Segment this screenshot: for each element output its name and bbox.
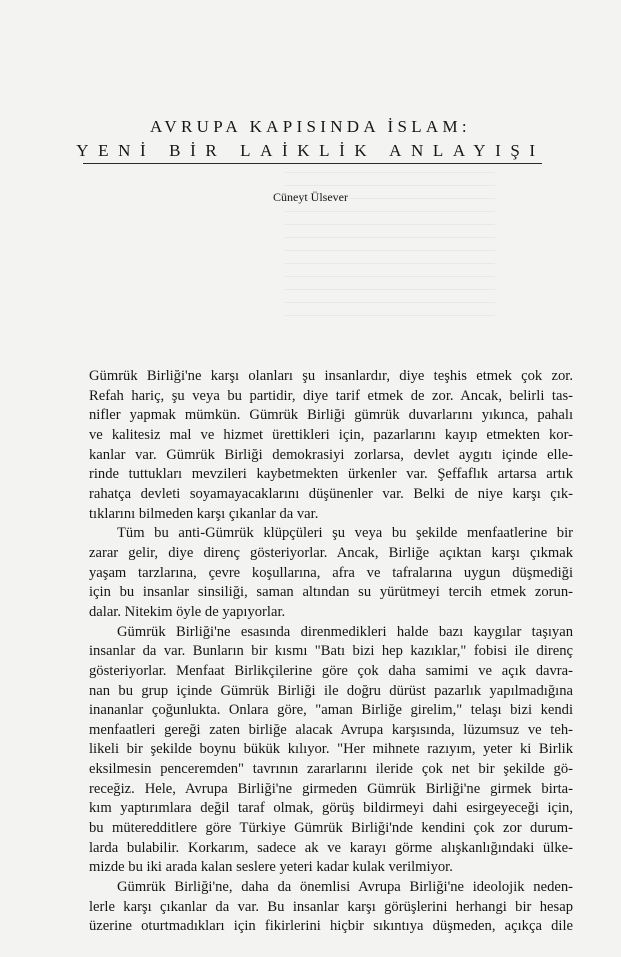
paragraph: [89, 524, 573, 622]
text-line: larda bulabilir. Korkarım, sadece ak ve karayı görme alışkanlığındaki ülke-: [89, 839, 573, 856]
text-line: Gümrük Birliği'ne esasında direnmedikleri halde bazı kaygılar taşıyan: [117, 623, 573, 640]
text-line: zarar gelir, diye direnç gösteriyorlar. Ancak, Birliğe açıktan karşı çıkmak: [89, 544, 573, 561]
text-line: mizde bu iki arada kalan seslere yeteri kadar kulak verilmiyor.: [89, 859, 453, 876]
article-title-line-2: YENİ BİR LAİKLİK ANLAYIŞI: [76, 141, 545, 160]
text-line: üzerine oturtmadıkları için fikirlerini hiçbir sıkıntıya düşmeden, açıkça dile: [89, 918, 573, 935]
text-line: nifler yapmak mümkün. Gümrük Birliği gümrük duvarlarını yıkınca, pahalı: [89, 407, 573, 424]
paragraph: [89, 367, 573, 524]
article-body: [89, 367, 573, 937]
text-line: yaşam tarzlarına, çevre koşullarına, afra ve tafralarına uygun düşmediği: [89, 564, 573, 581]
text-line: receğiz. Hele, Avrupa Birliği'ne girmeden Gümrük Birliği'ne girmek birta-: [89, 780, 573, 797]
title-underline: [83, 163, 542, 164]
text-line: Refah hariç, şu veya bu partidir, diye tarif etmek de zor. Ancak, belirli tas-: [89, 387, 573, 404]
text-line: kanlar var. Gümrük Birliği demokrasiyi zorlarsa, devlet aygıtı içinde elle-: [89, 446, 573, 463]
text-line: rahatça devleti soyamayacaklarını düşünenler var. Belki de niye karşı çık-: [89, 485, 573, 502]
text-line: menfaatleri gereği zaten birliğe alacak Avrupa karşısında, lüzumsuz ve teh-: [89, 721, 573, 738]
text-line: Gümrük Birliği'ne, daha da önemlisi Avrupa Birliği'ne ideolojik neden-: [117, 879, 573, 896]
text-line: inananlar çoğunlukta. Onlara göre, "aman Birliğe girelim," telaşı bizi kendi: [89, 702, 573, 719]
text-line: tıklarını bilmeden karşı çıkanlar da var.: [89, 505, 319, 522]
text-line: Gümrük Birliği'ne karşı olanları şu insanlardır, diye teşhis etmek çok zor.: [89, 368, 573, 384]
paragraph: [89, 623, 573, 879]
text-line: lerle karşı çıkanlar da var. Bu insanlar karşı görüşlerini herhangi bir hesap: [89, 898, 573, 915]
text-line: rinde tuttukları mevzileri kaybetmekten ürkenler var. Şeffaflık artarsa artık: [89, 466, 573, 483]
text-line: dalar. Nitekim öyle de yapıyorlar.: [89, 603, 286, 620]
text-line: insanlar da var. Bunların bir kısmı "Batı bizi hep kazıklar," fobisi ile direnç: [89, 643, 573, 660]
paragraph: [89, 878, 573, 937]
text-line: likeli bir şekilde boynu bükük kılıyor. "Her mihnete razıyım, yeter ki Birlik: [89, 741, 573, 758]
text-line: Tüm bu anti-Gümrük klüpçüleri şu veya bu şekilde menfaatlerine bir: [117, 525, 573, 542]
text-line: gösteriyorlar. Menfaat Birlikçilerine göre çok daha samimi ve açık davra-: [89, 662, 573, 679]
text-line: bu müteredditlere göre Türkiye Gümrük Birliği'nde kendini çok zor durum-: [89, 820, 573, 837]
text-line: nan bu grup içinde Gümrük Birliği ile doğru dürüst pazarlık yapılmadığına: [89, 682, 573, 699]
text-line: için bu insanlar sinsiliği, saman altından su yürütmeyi tercih etmek zorun-: [89, 584, 573, 601]
text-line: ve kalitesiz mal ve hizmet ürettikleri için, pazarlarını kayıp etmekten kor-: [89, 426, 573, 443]
text-line: eksilmesin penceremden" tavrının zararlarını ileride çok net bir şekilde gö-: [89, 761, 573, 778]
text-line: kım yaptırımlara değil taraf olmak, görüş bildirmeyi dahi esirgeyeceği için,: [89, 800, 573, 817]
article-title-line-1: AVRUPA KAPISINDA İSLAM:: [150, 117, 471, 136]
author-name: Cüneyt Ülsever: [273, 190, 348, 204]
